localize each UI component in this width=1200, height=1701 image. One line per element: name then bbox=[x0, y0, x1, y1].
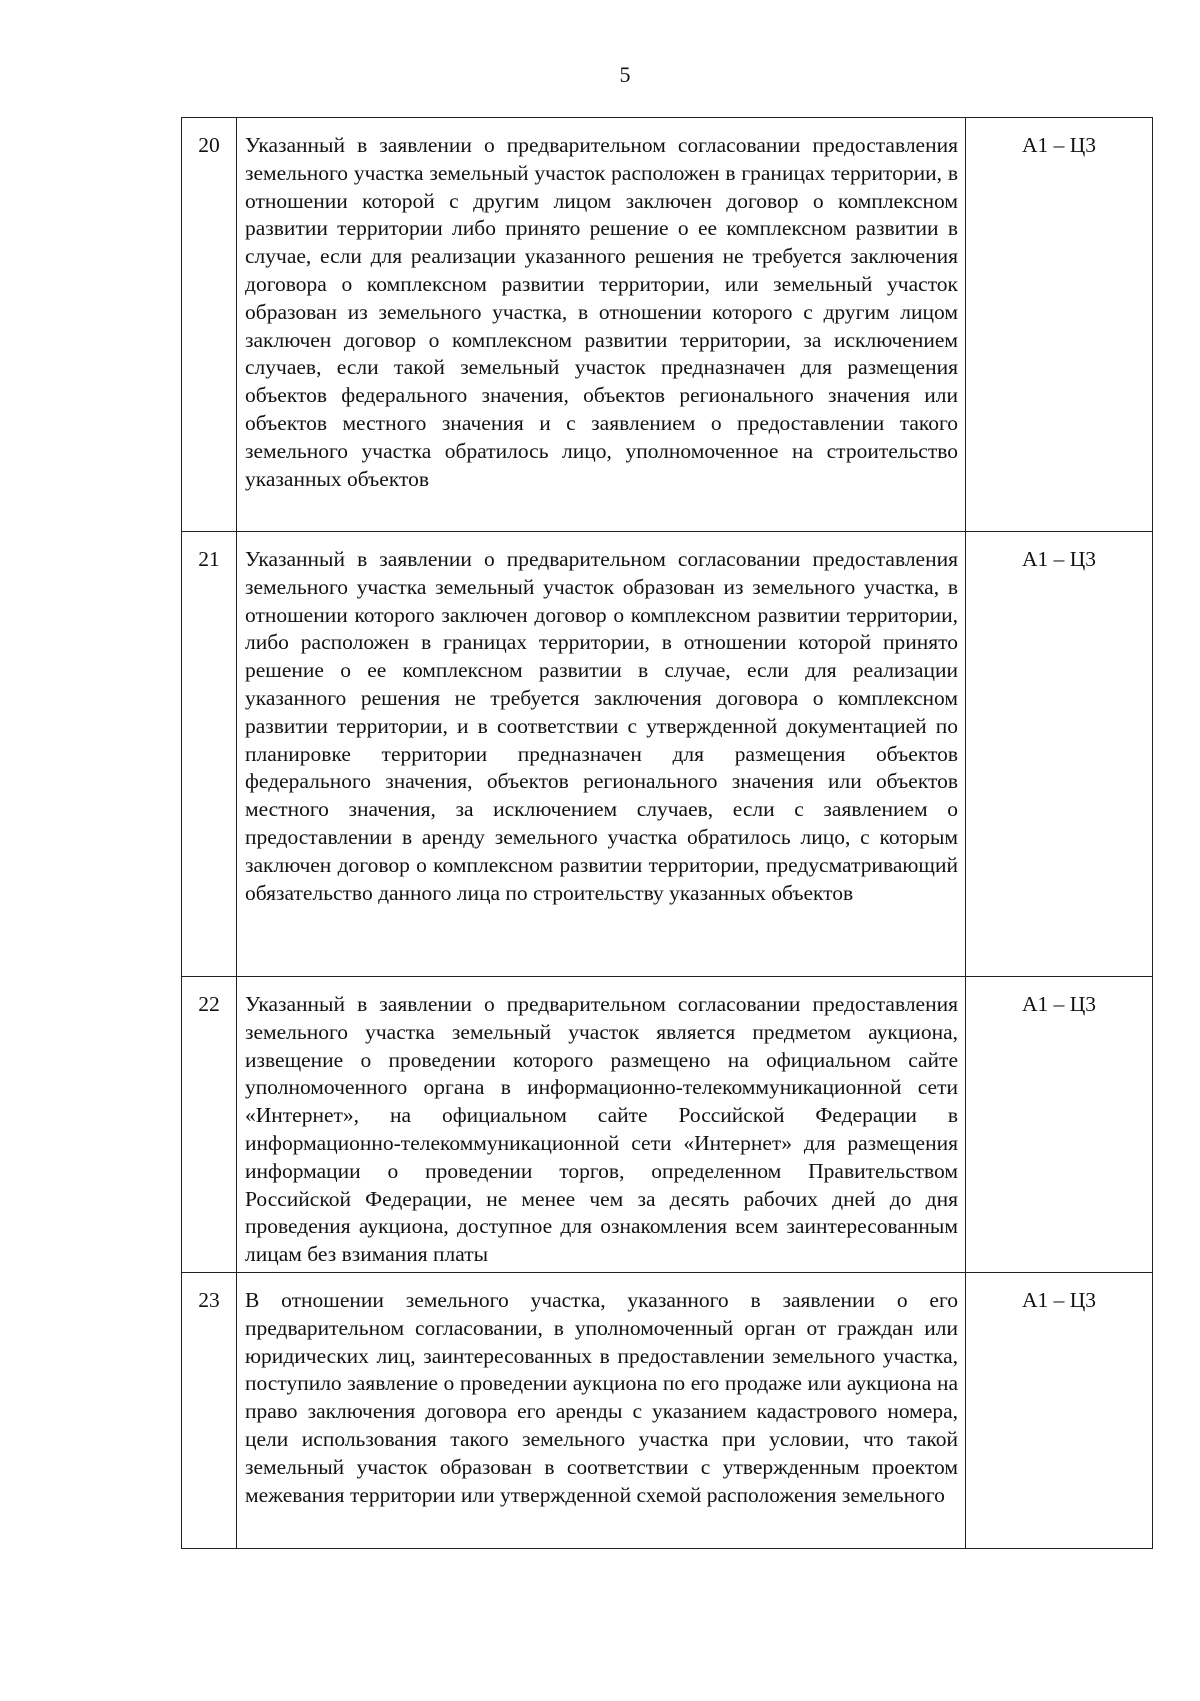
row-number: 21 bbox=[182, 532, 237, 977]
row-number: 23 bbox=[182, 1273, 237, 1549]
row-code: А1 – Ц3 bbox=[966, 1273, 1153, 1549]
row-text: Указанный в заявлении о предварительном согласовании предоставления земельного участка земельный участок расположен в границах территории, в отношении которой с другим лицом заключен договор о комплексном развитии территории либо принято решение о ее комплексном развитии в случае, если для реализации указанного решения не требуется заключения договора о комплексном развитии территории, или земельный участок образован из земельного участка, в отношении которого с другим лицом заключен договор о комплексном развитии территории, за исключением случаев, если такой земельный участок предназначен для размещения объектов федерального значения, объектов регионального значения или объектов местного значения и с заявлением о предоставлении такого земельного участка обратилось лицо, уполномоченное на строительство указанных объектов bbox=[237, 118, 966, 532]
table-row bbox=[182, 532, 1153, 977]
row-text: Указанный в заявлении о предварительном согласовании предоставления земельного участка земельный участок образован из земельного участка, в отношении которого заключен договор о комплексном развитии территории, либо расположен в границах территории, в отношении которой принято решение о ее комплексном развитии в случае, если для реализации указанного решения не требуется заключения договора о комплексном развитии территории, и в соответствии с утвержденной документацией по планировке территории предназначен для размещения объектов федерального значения, объектов регионального значения или объектов местного значения, за исключением случаев, если с заявлением о предоставлении в аренду земельного участка обратилось лицо, с которым заключен договор о комплексном развитии территории, предусматривающий обязательство данного лица по строительству указанных объектов bbox=[237, 532, 966, 977]
table-row bbox=[182, 1273, 1153, 1549]
table-row bbox=[182, 977, 1153, 1273]
row-text: Указанный в заявлении о предварительном согласовании предоставления земельного участка земельный участок является предметом аукциона, извещение о проведении которого размещено на официальном сайте уполномоченного органа в информационно-телекоммуникационной сети «Интернет», на официальном сайте Российской Федерации в информационно-телекоммуникационной сети «Интернет» для размещения информации о проведении торгов, определенном Правительством Российской Федерации, не менее чем за десять рабочих дней до дня проведения аукциона, доступное для ознакомления всем заинтересованным лицам без взимания платы bbox=[237, 977, 966, 1273]
row-number: 20 bbox=[182, 118, 237, 532]
grounds-table bbox=[181, 117, 1153, 1549]
row-code: А1 – Ц3 bbox=[966, 118, 1153, 532]
row-text: В отношении земельного участка, указанного в заявлении о его предварительном согласовании, в уполномоченный орган от граждан или юридических лиц, заинтересованных в предоставлении земельного участка, поступило заявление о проведении аукциона по его продаже или аукциона на право заключения договора его аренды с указанием кадастрового номера, цели использования такого земельного участка при условии, что такой земельный участок образован в соответствии с утвержденным проектом межевания территории или утвержденной схемой расположения земельного bbox=[237, 1273, 966, 1549]
row-code: А1 – Ц3 bbox=[966, 532, 1153, 977]
row-code: А1 – Ц3 bbox=[966, 977, 1153, 1273]
row-number: 22 bbox=[182, 977, 237, 1273]
table-row bbox=[182, 118, 1153, 532]
page-number: 5 bbox=[619, 62, 631, 87]
